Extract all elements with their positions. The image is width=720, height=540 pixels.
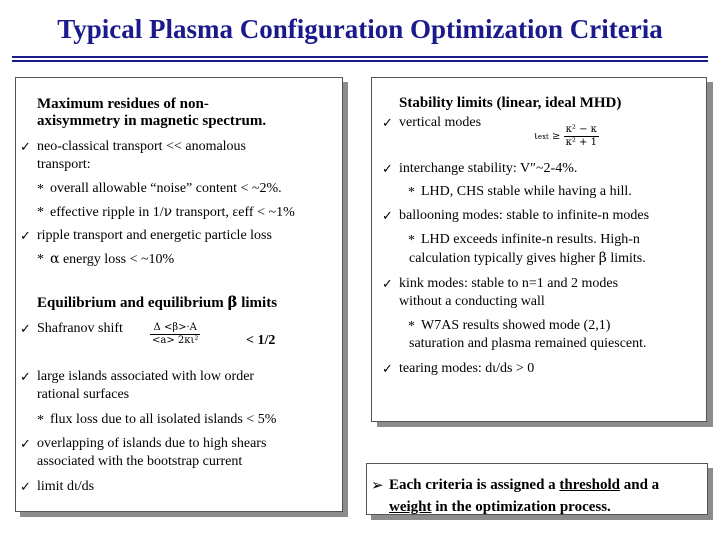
- left-heading-2-suffix: limits: [237, 295, 278, 311]
- title-rule-bottom: [12, 60, 708, 62]
- right-bullet-ballooning: ballooning modes: stable to infinite-n modes: [399, 208, 650, 223]
- star-icon: *: [408, 233, 415, 248]
- right-bullet-kink: [399, 275, 618, 311]
- left-sub-flux-loss: flux loss due to all isolated islands < 5%: [50, 412, 277, 427]
- shafranov-fraction: [150, 322, 200, 347]
- left-bullet-5-line-2: associated with the bootstrap current: [37, 454, 243, 469]
- check-icon: ✓: [20, 140, 31, 155]
- left-bullet-overlapping: [37, 435, 266, 471]
- right-sub-2-line-1: LHD exceeds infinite-n results. High-n: [421, 232, 640, 247]
- left-bullet-4-line-2: rational surfaces: [37, 387, 130, 402]
- right-sub-3-line-2: saturation and plasma remained quiescent.: [409, 336, 647, 351]
- nu-symbol: ν: [163, 204, 173, 220]
- star-icon: *: [37, 182, 44, 197]
- beta-symbol: β: [598, 250, 607, 266]
- arrow-bullet-icon: ➢: [371, 476, 384, 494]
- iota-ext-symbol: ι: [534, 131, 538, 142]
- vertical-mode-formula: ιext ≥ $\frac{\text{κ² − κ}}{\text{κ² + 1}}$: [534, 124, 597, 148]
- right-sub-3-line-1: W7AS results showed mode (2,1): [421, 318, 611, 333]
- star-icon: *: [408, 185, 415, 200]
- left-sub-ripple: [50, 203, 295, 222]
- check-icon: ✓: [382, 116, 393, 131]
- check-icon: ✓: [20, 480, 31, 495]
- shafranov-numerator: Δ <β>·A: [150, 322, 200, 335]
- vertical-mode-fraction: [564, 124, 599, 149]
- check-icon: ✓: [382, 209, 393, 224]
- right-bullet-4-line-1: kink modes: stable to n=1 and 2 modes: [399, 276, 619, 291]
- title-rule-top: [12, 56, 708, 58]
- right-bullet-interchange: interchange stability: V″~2-4%.: [399, 161, 578, 176]
- bottom-text-mid: and a: [619, 477, 660, 493]
- threshold-word: threshold: [559, 477, 620, 493]
- check-icon: ✓: [20, 322, 31, 337]
- left-heading-1: [37, 96, 266, 130]
- shafranov-formula: [150, 322, 200, 347]
- left-bullet-islands: [37, 368, 254, 404]
- epsilon-eff-symbol: εeff: [232, 205, 254, 220]
- left-bullet-ripple-transport: ripple transport and energetic particle loss: [37, 228, 272, 243]
- left-sub-noise: overall allowable “noise” content < ~2%.: [50, 181, 282, 196]
- left-heading-2-text: Equilibrium and equilibrium: [37, 295, 224, 311]
- shafranov-denominator: <a> 2κι²: [152, 335, 199, 346]
- check-icon: ✓: [20, 437, 31, 452]
- left-heading-1-line-2: axisymmetry in magnetic spectrum.: [37, 113, 267, 129]
- left-bullet-1-line-2: transport:: [37, 157, 91, 172]
- right-sub-2-line-2-text: calculation typically gives higher: [409, 251, 596, 266]
- right-sub-2-line-2: [409, 249, 646, 268]
- check-icon: ✓: [382, 362, 393, 377]
- left-bullet-neoclassical: [37, 138, 246, 174]
- right-bullet-tearing: tearing modes: dι/ds > 0: [399, 361, 535, 376]
- bottom-statement: [389, 474, 701, 518]
- star-icon: *: [408, 319, 415, 334]
- ripple-text-mid: transport,: [172, 205, 233, 220]
- star-icon: *: [37, 413, 44, 428]
- alpha-loss-text: energy loss < ~10%: [59, 252, 175, 267]
- check-icon: ✓: [20, 229, 31, 244]
- check-icon: ✓: [20, 370, 31, 385]
- star-icon: *: [37, 252, 44, 267]
- page-title: Typical Plasma Configuration Optimization Criteria: [57, 14, 663, 44]
- left-bullet-limit: limit dι/ds: [37, 479, 95, 494]
- beta-symbol: β: [227, 293, 238, 311]
- right-sub-lhd-chs: LHD, CHS stable while having a hill.: [421, 184, 632, 199]
- star-icon: *: [37, 205, 44, 220]
- left-bullet-shafranov: Shafranov shift: [37, 321, 123, 336]
- vertical-mode-numerator: κ² − κ: [564, 124, 599, 137]
- alpha-symbol: α: [50, 251, 60, 267]
- check-icon: ✓: [382, 162, 393, 177]
- left-bullet-4-line-1: large islands associated with low order: [37, 369, 255, 384]
- left-bullet-5-line-1: overlapping of islands due to high shears: [37, 436, 267, 451]
- left-sub-alpha-loss: [50, 250, 174, 269]
- weight-word: weight: [389, 499, 432, 515]
- right-sub-w7as: [409, 317, 647, 353]
- shafranov-limit: < 1/2: [246, 333, 276, 348]
- left-bullet-1-line-1: neo-classical transport << anomalous: [37, 139, 247, 154]
- right-sub-lhd-exceeds: [409, 231, 646, 268]
- left-heading-1-line-1: Maximum residues of non-: [37, 96, 209, 112]
- right-sub-2-line-2-suffix: limits.: [606, 251, 646, 266]
- right-bullet-vertical: vertical modes: [399, 115, 482, 130]
- ripple-text-post: < ~1%: [253, 205, 295, 220]
- bottom-text-pre: Each criteria is assigned a: [389, 477, 560, 493]
- right-heading: Stability limits (linear, ideal MHD): [399, 95, 622, 111]
- ripple-text-pre: effective ripple in 1/: [50, 205, 164, 220]
- vertical-mode-denominator: κ² + 1: [565, 137, 597, 148]
- right-bullet-4-line-2: without a conducting wall: [399, 294, 545, 309]
- left-heading-2: [37, 294, 277, 312]
- check-icon: ✓: [382, 277, 393, 292]
- bottom-text-post: in the optimization process.: [431, 499, 611, 515]
